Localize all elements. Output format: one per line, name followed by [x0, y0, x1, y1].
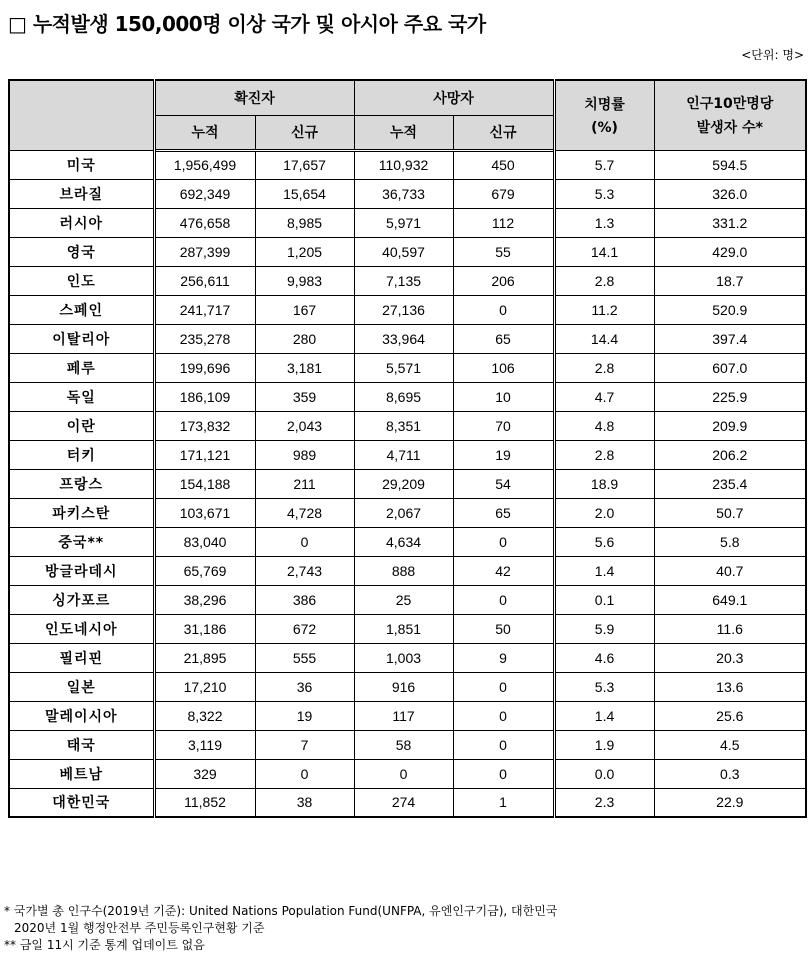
- per100k-cell: 429.0: [654, 237, 806, 266]
- table-row: [9, 701, 806, 730]
- deaths-new-cell: 206: [453, 266, 554, 295]
- per100k-cell: 11.6: [654, 614, 806, 643]
- confirmed-cumulative-cell: 8,322: [154, 701, 255, 730]
- confirmed-cumulative-cell: 83,040: [154, 527, 255, 556]
- country-cell: 이란: [9, 411, 154, 440]
- confirmed-new-cell: 7: [255, 730, 354, 759]
- page-title: □ 누적발생 150,000명 이상 국가 및 아시아 주요 국가: [8, 12, 486, 36]
- table-row: [9, 614, 806, 643]
- country-cell: 대한민국: [9, 788, 154, 817]
- table-body: [9, 150, 806, 817]
- per100k-cell: 18.7: [654, 266, 806, 295]
- table-row: [9, 759, 806, 788]
- per100k-cell: 326.0: [654, 179, 806, 208]
- deaths-new-cell: 450: [453, 150, 554, 179]
- table-row: [9, 469, 806, 498]
- confirmed-cumulative-cell: 256,611: [154, 266, 255, 295]
- table-row: [9, 237, 806, 266]
- header-deaths-cumulative: 누적: [354, 115, 453, 150]
- deaths-cumulative-cell: 8,695: [354, 382, 453, 411]
- table-row: [9, 672, 806, 701]
- fatality-rate-cell: 1.4: [554, 701, 654, 730]
- deaths-new-cell: 65: [453, 324, 554, 353]
- confirmed-cumulative-cell: 3,119: [154, 730, 255, 759]
- header-confirmed-new: 신규: [255, 115, 354, 150]
- footnote-2: ** 금일 11시 기준 통계 업데이트 없음: [4, 938, 205, 952]
- deaths-cumulative-cell: 33,964: [354, 324, 453, 353]
- per100k-cell: 5.8: [654, 527, 806, 556]
- confirmed-new-cell: 989: [255, 440, 354, 469]
- per100k-cell: 520.9: [654, 295, 806, 324]
- country-cell: 터키: [9, 440, 154, 469]
- per100k-cell: 206.2: [654, 440, 806, 469]
- deaths-cumulative-cell: 25: [354, 585, 453, 614]
- deaths-cumulative-cell: 5,571: [354, 353, 453, 382]
- deaths-cumulative-cell: 274: [354, 788, 453, 817]
- confirmed-new-cell: 280: [255, 324, 354, 353]
- deaths-cumulative-cell: 4,711: [354, 440, 453, 469]
- fatality-rate-cell: 1.9: [554, 730, 654, 759]
- per100k-cell: 22.9: [654, 788, 806, 817]
- confirmed-cumulative-cell: 171,121: [154, 440, 255, 469]
- country-cell: 영국: [9, 237, 154, 266]
- confirmed-cumulative-cell: 235,278: [154, 324, 255, 353]
- per100k-cell: 397.4: [654, 324, 806, 353]
- fatality-rate-cell: 18.9: [554, 469, 654, 498]
- fatality-rate-cell: 2.0: [554, 498, 654, 527]
- table-row: [9, 585, 806, 614]
- fatality-rate-cell: 0.0: [554, 759, 654, 788]
- deaths-cumulative-cell: 29,209: [354, 469, 453, 498]
- confirmed-new-cell: 3,181: [255, 353, 354, 382]
- table-row: [9, 382, 806, 411]
- country-cell: 필리핀: [9, 643, 154, 672]
- header-fatality-rate-line1: 치명률: [584, 97, 625, 114]
- deaths-new-cell: 54: [453, 469, 554, 498]
- deaths-new-cell: 70: [453, 411, 554, 440]
- confirmed-cumulative-cell: 329: [154, 759, 255, 788]
- header-per100k-line1: 인구10만명당: [686, 96, 774, 113]
- unit-label: <단위: 명>: [741, 48, 804, 62]
- confirmed-new-cell: 1,205: [255, 237, 354, 266]
- table-row: [9, 411, 806, 440]
- table-row: [9, 179, 806, 208]
- table-row: [9, 208, 806, 237]
- per100k-cell: 25.6: [654, 701, 806, 730]
- fatality-rate-cell: 2.8: [554, 353, 654, 382]
- confirmed-cumulative-cell: 38,296: [154, 585, 255, 614]
- deaths-new-cell: 1: [453, 788, 554, 817]
- confirmed-cumulative-cell: 1,956,499: [154, 150, 255, 179]
- confirmed-new-cell: 2,043: [255, 411, 354, 440]
- confirmed-new-cell: 555: [255, 643, 354, 672]
- table-row: [9, 324, 806, 353]
- confirmed-new-cell: 38: [255, 788, 354, 817]
- deaths-cumulative-cell: 0: [354, 759, 453, 788]
- country-cell: 방글라데시: [9, 556, 154, 585]
- fatality-rate-cell: 5.9: [554, 614, 654, 643]
- country-cell: 미국: [9, 150, 154, 179]
- table-row: [9, 788, 806, 817]
- covid-stats-table: [8, 79, 807, 818]
- deaths-new-cell: 0: [453, 759, 554, 788]
- deaths-new-cell: 679: [453, 179, 554, 208]
- country-cell: 독일: [9, 382, 154, 411]
- fatality-rate-cell: 4.7: [554, 382, 654, 411]
- deaths-new-cell: 19: [453, 440, 554, 469]
- confirmed-new-cell: 4,728: [255, 498, 354, 527]
- per100k-cell: 20.3: [654, 643, 806, 672]
- fatality-rate-cell: 1.3: [554, 208, 654, 237]
- header-country: [9, 80, 154, 150]
- deaths-new-cell: 65: [453, 498, 554, 527]
- fatality-rate-cell: 5.3: [554, 672, 654, 701]
- per100k-cell: 235.4: [654, 469, 806, 498]
- confirmed-new-cell: 17,657: [255, 150, 354, 179]
- fatality-rate-cell: 4.8: [554, 411, 654, 440]
- confirmed-new-cell: 386: [255, 585, 354, 614]
- fatality-rate-cell: 2.8: [554, 266, 654, 295]
- confirmed-new-cell: 359: [255, 382, 354, 411]
- country-cell: 페루: [9, 353, 154, 382]
- per100k-cell: 225.9: [654, 382, 806, 411]
- footnotes: [4, 903, 557, 954]
- fatality-rate-cell: 0.1: [554, 585, 654, 614]
- confirmed-new-cell: 9,983: [255, 266, 354, 295]
- table-row: [9, 440, 806, 469]
- fatality-rate-cell: 11.2: [554, 295, 654, 324]
- deaths-cumulative-cell: 916: [354, 672, 453, 701]
- deaths-new-cell: 0: [453, 672, 554, 701]
- table-row: [9, 556, 806, 585]
- country-cell: 파키스탄: [9, 498, 154, 527]
- confirmed-new-cell: 0: [255, 759, 354, 788]
- country-cell: 러시아: [9, 208, 154, 237]
- per100k-cell: 13.6: [654, 672, 806, 701]
- per100k-cell: 649.1: [654, 585, 806, 614]
- confirmed-new-cell: 211: [255, 469, 354, 498]
- table-row: [9, 353, 806, 382]
- deaths-cumulative-cell: 117: [354, 701, 453, 730]
- fatality-rate-cell: 14.1: [554, 237, 654, 266]
- header-deaths: 사망자: [354, 80, 554, 115]
- per100k-cell: 607.0: [654, 353, 806, 382]
- fatality-rate-cell: 14.4: [554, 324, 654, 353]
- header-confirmed: 확진자: [154, 80, 354, 115]
- deaths-cumulative-cell: 5,971: [354, 208, 453, 237]
- header-confirmed-cumulative: 누적: [154, 115, 255, 150]
- table-row: [9, 266, 806, 295]
- deaths-cumulative-cell: 2,067: [354, 498, 453, 527]
- fatality-rate-cell: 5.6: [554, 527, 654, 556]
- country-cell: 이탈리아: [9, 324, 154, 353]
- table-row: [9, 527, 806, 556]
- confirmed-cumulative-cell: 692,349: [154, 179, 255, 208]
- per100k-cell: 4.5: [654, 730, 806, 759]
- confirmed-cumulative-cell: 186,109: [154, 382, 255, 411]
- confirmed-cumulative-cell: 11,852: [154, 788, 255, 817]
- country-cell: 프랑스: [9, 469, 154, 498]
- country-cell: 일본: [9, 672, 154, 701]
- deaths-new-cell: 106: [453, 353, 554, 382]
- deaths-cumulative-cell: 110,932: [354, 150, 453, 179]
- deaths-cumulative-cell: 58: [354, 730, 453, 759]
- deaths-cumulative-cell: 1,003: [354, 643, 453, 672]
- fatality-rate-cell: 5.7: [554, 150, 654, 179]
- deaths-new-cell: 0: [453, 701, 554, 730]
- deaths-new-cell: 55: [453, 237, 554, 266]
- header-fatality-rate: [554, 80, 654, 150]
- table-row: [9, 150, 806, 179]
- confirmed-cumulative-cell: 476,658: [154, 208, 255, 237]
- country-cell: 스페인: [9, 295, 154, 324]
- confirmed-cumulative-cell: 241,717: [154, 295, 255, 324]
- header-per100k: [654, 80, 806, 150]
- confirmed-cumulative-cell: 154,188: [154, 469, 255, 498]
- deaths-cumulative-cell: 1,851: [354, 614, 453, 643]
- per100k-cell: 331.2: [654, 208, 806, 237]
- per100k-cell: 0.3: [654, 759, 806, 788]
- per100k-cell: 40.7: [654, 556, 806, 585]
- header-per100k-line2: 발생자 수*: [696, 120, 763, 137]
- deaths-new-cell: 0: [453, 585, 554, 614]
- confirmed-new-cell: 2,743: [255, 556, 354, 585]
- confirmed-new-cell: 167: [255, 295, 354, 324]
- deaths-cumulative-cell: 4,634: [354, 527, 453, 556]
- country-cell: 싱가포르: [9, 585, 154, 614]
- confirmed-cumulative-cell: 173,832: [154, 411, 255, 440]
- per100k-cell: 50.7: [654, 498, 806, 527]
- deaths-new-cell: 112: [453, 208, 554, 237]
- deaths-cumulative-cell: 7,135: [354, 266, 453, 295]
- fatality-rate-cell: 2.3: [554, 788, 654, 817]
- header-fatality-rate-line2: (%): [591, 120, 618, 137]
- confirmed-new-cell: 0: [255, 527, 354, 556]
- fatality-rate-cell: 1.4: [554, 556, 654, 585]
- deaths-new-cell: 0: [453, 730, 554, 759]
- deaths-new-cell: 9: [453, 643, 554, 672]
- deaths-new-cell: 0: [453, 295, 554, 324]
- deaths-cumulative-cell: 8,351: [354, 411, 453, 440]
- confirmed-new-cell: 8,985: [255, 208, 354, 237]
- deaths-new-cell: 10: [453, 382, 554, 411]
- confirmed-cumulative-cell: 287,399: [154, 237, 255, 266]
- deaths-cumulative-cell: 36,733: [354, 179, 453, 208]
- confirmed-cumulative-cell: 199,696: [154, 353, 255, 382]
- confirmed-new-cell: 672: [255, 614, 354, 643]
- country-cell: 중국**: [9, 527, 154, 556]
- deaths-new-cell: 42: [453, 556, 554, 585]
- deaths-cumulative-cell: 27,136: [354, 295, 453, 324]
- header-deaths-new: 신규: [453, 115, 554, 150]
- country-cell: 브라질: [9, 179, 154, 208]
- confirmed-new-cell: 19: [255, 701, 354, 730]
- footnote-1-cont: 2020년 1월 행정안전부 주민등록인구현황 기준: [14, 921, 265, 935]
- table-row: [9, 295, 806, 324]
- country-cell: 태국: [9, 730, 154, 759]
- country-cell: 인도네시아: [9, 614, 154, 643]
- footnote-1: * 국가별 총 인구수(2019년 기준): United Nations Population Fund(UNFPA, 유엔인구기금), 대한민국: [4, 904, 558, 918]
- deaths-new-cell: 0: [453, 527, 554, 556]
- confirmed-cumulative-cell: 65,769: [154, 556, 255, 585]
- country-cell: 베트남: [9, 759, 154, 788]
- country-cell: 인도: [9, 266, 154, 295]
- confirmed-cumulative-cell: 21,895: [154, 643, 255, 672]
- deaths-cumulative-cell: 888: [354, 556, 453, 585]
- table-row: [9, 643, 806, 672]
- fatality-rate-cell: 4.6: [554, 643, 654, 672]
- confirmed-cumulative-cell: 103,671: [154, 498, 255, 527]
- fatality-rate-cell: 5.3: [554, 179, 654, 208]
- per100k-cell: 594.5: [654, 150, 806, 179]
- confirmed-cumulative-cell: 17,210: [154, 672, 255, 701]
- confirmed-cumulative-cell: 31,186: [154, 614, 255, 643]
- table-row: [9, 498, 806, 527]
- per100k-cell: 209.9: [654, 411, 806, 440]
- deaths-new-cell: 50: [453, 614, 554, 643]
- fatality-rate-cell: 2.8: [554, 440, 654, 469]
- confirmed-new-cell: 15,654: [255, 179, 354, 208]
- country-cell: 말레이시아: [9, 701, 154, 730]
- table-row: [9, 730, 806, 759]
- deaths-cumulative-cell: 40,597: [354, 237, 453, 266]
- confirmed-new-cell: 36: [255, 672, 354, 701]
